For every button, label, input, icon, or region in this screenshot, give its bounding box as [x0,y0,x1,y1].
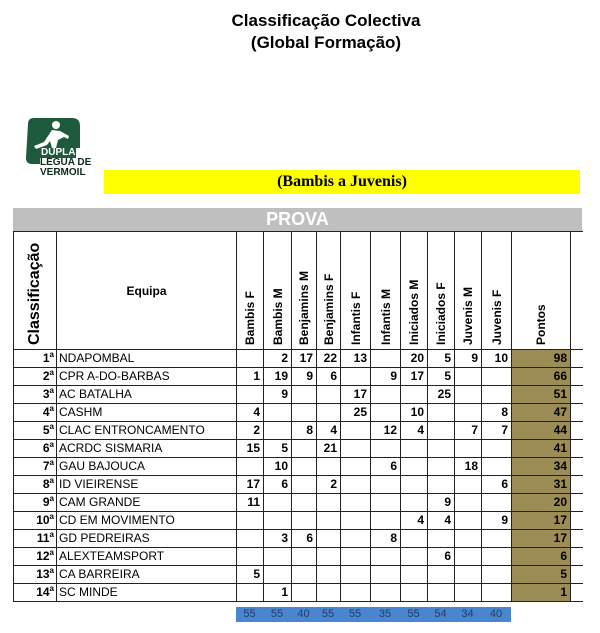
score-cell [292,584,317,602]
score-cell [317,566,341,584]
score-cell: 5 [264,440,292,458]
points-cell: 51 [512,386,571,404]
score-cell: 6 [371,458,401,476]
score-cell [292,494,317,512]
row-spacer [571,494,583,512]
score-cell [264,494,292,512]
header-row [14,232,583,350]
row-spacer [571,530,583,548]
title-line-2: (Global Formação) [250,33,402,52]
score-cell: 17 [237,476,264,494]
score-cell [237,530,264,548]
score-cell [237,386,264,404]
total-value: 55 [321,608,335,620]
row-spacer [571,368,583,386]
rank-cell: 11$^a$ [14,530,57,548]
header-category: Juvenis M [455,232,482,350]
score-cell [401,386,428,404]
score-cell [401,566,428,584]
points-cell: 31 [512,476,571,494]
score-cell [455,548,482,566]
table-row [14,494,583,512]
rank-cell: 9$^a$ [14,494,57,512]
header-category: Benjamins M [292,232,317,350]
rank-cell: 13$^a$ [14,566,57,584]
score-cell [428,530,455,548]
score-cell [455,584,482,602]
total-value: 35 [378,608,392,620]
score-cell: 9 [292,368,317,386]
score-cell [341,440,371,458]
score-cell: 8 [292,422,317,440]
score-cell: 6 [317,368,341,386]
points-cell: 47 [512,404,571,422]
score-cell [292,440,317,458]
score-cell: 5 [428,368,455,386]
score-cell: 21 [317,440,341,458]
score-cell [482,584,512,602]
score-cell: 2 [317,476,341,494]
score-cell [401,530,428,548]
team-name: CLAC ENTRONCAMENTO [57,422,237,440]
points-cell: 98 [512,350,571,368]
score-cell [455,440,482,458]
score-cell [428,476,455,494]
rank-cell: 6$^a$ [14,440,57,458]
score-cell [428,422,455,440]
team-name: CA BARREIRA [57,566,237,584]
score-cell [401,476,428,494]
rank-cell: 3$^a$ [14,386,57,404]
score-cell [428,584,455,602]
score-cell [292,404,317,422]
score-cell: 17 [401,368,428,386]
score-cell: 9 [264,386,292,404]
score-cell: 17 [292,350,317,368]
score-cell [482,386,512,404]
score-cell: 10 [401,404,428,422]
score-cell [341,548,371,566]
points-cell: 17 [512,530,571,548]
score-cell: 25 [341,404,371,422]
header-category: Bambis M [264,232,292,350]
score-cell [264,548,292,566]
score-cell: 6 [292,530,317,548]
points-cell: 41 [512,440,571,458]
team-name: SC MINDE [57,584,237,602]
total-value: 55 [243,608,256,620]
score-cell: 6 [482,476,512,494]
score-cell: 7 [455,422,482,440]
score-cell [371,584,401,602]
header-category: Bambis F [237,232,264,350]
score-cell: 9 [455,350,482,368]
score-cell [371,404,401,422]
team-name: CAM GRANDE [57,494,237,512]
row-spacer [571,422,583,440]
score-cell: 2 [264,350,292,368]
table-row [14,476,583,494]
score-cell: 12 [371,422,401,440]
score-cell: 8 [482,404,512,422]
score-cell [292,386,317,404]
table-row [14,368,583,386]
row-spacer [571,476,583,494]
total-value: 55 [407,608,420,620]
score-cell: 4 [237,404,264,422]
score-cell [482,494,512,512]
table-row [14,386,583,404]
points-cell: 34 [512,458,571,476]
rank-cell: 10$^a$ [14,512,57,530]
header-category: Iniciados M [401,232,428,350]
score-cell [455,476,482,494]
row-spacer [571,566,583,584]
rank-cell: 12$^a$ [14,548,57,566]
score-cell [371,386,401,404]
score-cell [317,386,341,404]
points-cell: 66 [512,368,571,386]
score-cell [455,386,482,404]
score-cell [292,476,317,494]
table-row [14,512,583,530]
header-category: Juvenis F [482,232,512,350]
score-cell [371,512,401,530]
total-value: 40 [489,608,503,620]
row-spacer [571,512,583,530]
score-cell [317,404,341,422]
score-cell [401,494,428,512]
score-cell [428,440,455,458]
table-row [14,548,583,566]
score-cell: 3 [264,530,292,548]
score-cell [455,512,482,530]
score-cell [341,494,371,512]
score-cell: 9 [482,512,512,530]
score-cell [455,566,482,584]
table-row [14,530,583,548]
score-cell: 8 [371,530,401,548]
score-cell: 7 [482,422,512,440]
score-cell [401,458,428,476]
classification-table [13,231,583,602]
row-spacer [571,350,583,368]
score-cell [371,440,401,458]
score-cell [317,530,341,548]
points-cell: 5 [512,566,571,584]
team-name: GD PEDREIRAS [57,530,237,548]
score-cell [264,512,292,530]
team-name: CD EM MOVIMENTO [57,512,237,530]
score-cell: 4 [317,422,341,440]
score-cell [237,350,264,368]
score-cell [341,458,371,476]
score-cell [428,458,455,476]
total-value: 55 [270,608,284,620]
table-row [14,422,583,440]
score-cell [371,548,401,566]
page-title [0,10,600,54]
header-spacer [571,232,583,350]
score-cell: 10 [482,350,512,368]
score-cell [401,440,428,458]
score-cell [482,548,512,566]
row-spacer [571,548,583,566]
points-cell: 6 [512,548,571,566]
score-cell [482,440,512,458]
score-cell [317,458,341,476]
score-cell: 4 [401,422,428,440]
score-cell [371,566,401,584]
score-cell [292,512,317,530]
score-cell: 25 [428,386,455,404]
team-name: AC BATALHA [57,386,237,404]
score-cell: 18 [455,458,482,476]
score-cell: 19 [264,368,292,386]
score-cell [237,548,264,566]
score-cell [317,584,341,602]
header-category: Infantis M [371,232,401,350]
logo-text-3: VERMOIL [40,167,86,178]
table-row [14,566,583,584]
total-value: 40 [297,608,310,620]
score-cell: 22 [317,350,341,368]
header-category: Iniciados F [428,232,455,350]
score-cell: 11 [237,494,264,512]
score-cell [341,422,371,440]
score-cell: 5 [237,566,264,584]
team-name: NDAPOMBAL [57,350,237,368]
total-value: 34 [461,608,474,620]
row-spacer [571,458,583,476]
prova-header: PROVA [13,208,582,231]
score-cell: 17 [341,386,371,404]
row-spacer [571,404,583,422]
score-cell [428,566,455,584]
score-cell [292,548,317,566]
table-row [14,404,583,422]
score-cell [237,512,264,530]
header-rank: Classificação [14,232,57,350]
rank-cell: 1$^a$ [14,350,57,368]
points-cell: 20 [512,494,571,512]
score-cell [455,494,482,512]
header-team: Equipa [57,232,237,350]
score-cell [264,566,292,584]
points-cell: 1 [512,584,571,602]
rank-cell: 5$^a$ [14,422,57,440]
score-cell [428,404,455,422]
team-name: ID VIEIRENSE [57,476,237,494]
score-cell: 13 [341,350,371,368]
score-cell [482,368,512,386]
logo-text-2: LEGUA DE [40,157,92,168]
total-value: 54 [434,608,447,620]
header-points: Pontos [512,232,571,350]
total-value: 55 [348,608,362,620]
score-cell: 5 [428,350,455,368]
score-cell: 1 [237,368,264,386]
score-cell [401,584,428,602]
header-category: Benjamins F [317,232,341,350]
team-name: CASHM [57,404,237,422]
row-spacer [571,386,583,404]
team-name: ALEXTEAMSPORT [57,548,237,566]
score-cell [482,566,512,584]
score-cell [237,584,264,602]
rank-cell: 14$^a$ [14,584,57,602]
rank-cell: 8$^a$ [14,476,57,494]
team-name: GAU BAJOUCA [57,458,237,476]
score-cell [341,584,371,602]
score-cell [482,458,512,476]
rank-cell: 2$^a$ [14,368,57,386]
score-cell [371,476,401,494]
table-row [14,584,583,602]
table-row [14,458,583,476]
score-cell: 6 [264,476,292,494]
score-cell: 2 [237,422,264,440]
score-cell [317,512,341,530]
score-cell [264,422,292,440]
score-cell: 9 [428,494,455,512]
score-cell [401,548,428,566]
category-banner: (Bambis a Juvenis) [104,170,580,194]
score-cell [371,350,401,368]
rank-cell: 7$^a$ [14,458,57,476]
totals-bar [236,607,511,622]
score-cell [264,404,292,422]
score-cell [455,368,482,386]
score-cell: 15 [237,440,264,458]
score-cell: 9 [371,368,401,386]
score-cell [455,404,482,422]
score-cell [292,458,317,476]
score-cell [341,512,371,530]
score-cell: 4 [428,512,455,530]
table-row [14,440,583,458]
score-cell [371,494,401,512]
score-cell [237,458,264,476]
score-cell: 20 [401,350,428,368]
points-cell: 17 [512,512,571,530]
score-cell: 10 [264,458,292,476]
score-cell [341,476,371,494]
team-name: ACRDC SISMARIA [57,440,237,458]
title-line-1: Classificação Colectiva [231,11,421,30]
score-cell [482,530,512,548]
logo-text-1: DUPLA [41,147,76,158]
score-cell [341,566,371,584]
score-cell [292,566,317,584]
score-cell [317,548,341,566]
score-cell [455,530,482,548]
score-cell: 1 [264,584,292,602]
score-cell: 6 [428,548,455,566]
team-name: CPR A-DO-BARBAS [57,368,237,386]
row-spacer [571,440,583,458]
score-cell [317,494,341,512]
table-row [14,350,583,368]
score-cell [341,530,371,548]
points-cell: 44 [512,422,571,440]
header-category: Infantis F [341,232,371,350]
row-spacer [571,584,583,602]
score-cell: 4 [401,512,428,530]
score-cell [341,368,371,386]
rank-cell: 4$^a$ [14,404,57,422]
